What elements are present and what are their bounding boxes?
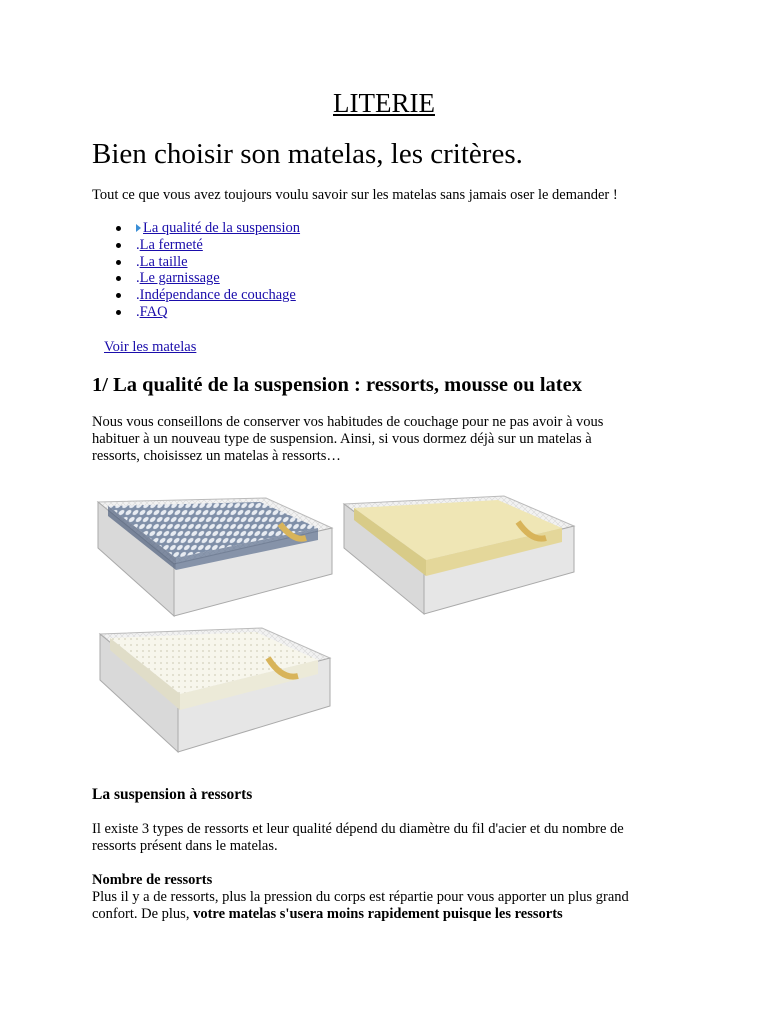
toc-item [116,287,300,304]
toc-link-garnissage[interactable]: Le garnissage [139,270,220,287]
dot-icon: . [136,270,140,287]
page-title: LITERIE [333,88,435,118]
table-of-contents [116,220,300,321]
toc-item [116,220,300,237]
para-line: Nous vous conseillons de conserver vos habitudes de couchage pour ne pas avoir à vous [92,414,604,430]
para-line: Plus il y a de ressorts, plus la pression du corps est répartie pour vous apporter un plus grand [92,889,629,905]
para-line: Il existe 3 types de ressorts et leur qualité dépend du diamètre du fil d'acier et du nombre de [92,821,624,837]
toc-item [116,270,300,287]
para-line: ressorts, choisissez un matelas à ressorts… [92,448,341,464]
voir-matelas-link[interactable]: Voir les matelas [104,339,197,355]
suspension-subtitle: La suspension à ressorts [92,786,253,803]
toc-link-independance[interactable]: Indépendance de couchage [139,287,296,304]
dot-icon: . [136,253,140,270]
dot-icon: . [136,236,140,253]
main-heading: Bien choisir son matelas, les critères. [92,138,523,170]
nombre-paragraph [92,872,672,923]
toc-link-fermete[interactable]: La fermeté [139,236,203,253]
foam-mattress-image [342,488,578,620]
arrow-icon [136,224,141,232]
latex-mattress-image [98,618,334,756]
suspension-paragraph [92,821,672,855]
toc-item [116,237,300,254]
toc-link-faq[interactable]: FAQ [139,303,168,320]
para-bold-text: votre matelas s'usera moins rapidement puisque les ressorts [193,906,563,922]
spring-mattress-image [96,488,336,620]
dot-icon: . [136,287,140,304]
intro-text: Tout ce que vous avez toujours voulu savoir sur les matelas sans jamais oser le demander ! [92,187,618,203]
toc-item [116,304,300,321]
section-1-paragraph [92,414,672,465]
para-line: ressorts présent dans le matelas. [92,838,278,854]
toc-link-taille[interactable]: La taille [139,253,188,270]
section-1-title: 1/ La qualité de la suspension : ressorts, mousse ou latex [92,374,582,396]
toc-item [116,254,300,271]
toc-link-suspension[interactable]: La qualité de la suspension [143,220,301,236]
para-line: habituer à un nouveau type de suspension. Ainsi, si vous dormez déjà sur un matelas à [92,431,592,447]
dot-icon: . [136,303,140,320]
nombre-subtitle: Nombre de ressorts [92,872,213,888]
para-line: confort. De plus, [92,906,194,922]
